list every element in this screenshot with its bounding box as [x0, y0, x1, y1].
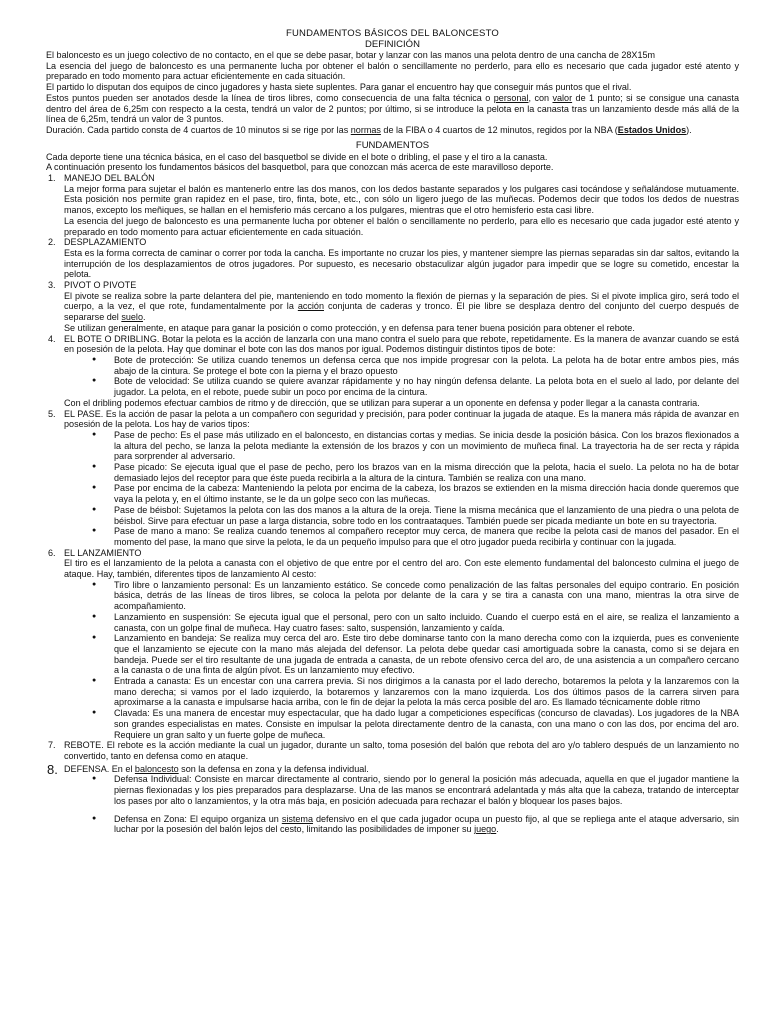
valor-link[interactable]: valor	[552, 92, 573, 103]
points-text-a: Estos puntos pueden ser anotados desde la línea de tiros libres, como consecuencia de una falta técnica o	[46, 92, 494, 103]
list-item: ● Defensa Individual: Consiste en marcar directamente al contrario, siendo por lo general la posición más adecuada, aquella en que el jugador mantiene la piernas flexionadas y los pies preparados para desplazarse. Una de las manos se encontrará adelantada y más alta que la cabeza, tratando de interceptar los pases por alto o lanzamientos, y la otra más baja, en posición adecuada para rechazar el balón y bloquear los pases bajos.	[114, 774, 739, 806]
section-paragraph	[64, 740, 739, 761]
section-paragraph	[64, 291, 739, 323]
list-item: ● Pase de béisbol: Sujetamos la pelota con las dos manos a la altura de la oreja. Tiene la misma mecánica que el lanzamiento de una piedra o una pelota de béisbol. Sirve para efectuar un pase a larga distancia, sobre todo en los contraataques. También puede ser picada mediante un bote en su trayectoria.	[114, 505, 739, 526]
section-number: 2.	[48, 237, 56, 248]
suelo-link[interactable]: suelo	[121, 312, 143, 323]
points-paragraph	[46, 93, 739, 125]
intro-paragraph-3: El partido lo disputan dos equipos de cinco jugadores y hasta siete suplentes. Para ganar el encuentro hay que conseguir más puntos que el rival.	[46, 82, 632, 93]
section-number: 6.	[48, 547, 56, 558]
duration-text-c: ).	[686, 124, 692, 135]
section-heading: EL LANZAMIENTO	[64, 547, 142, 558]
section-desplazamiento	[46, 237, 739, 280]
list-item: ● Pase de pecho: Es el pase más utilizado en el baloncesto, en distancias cortas y medias. Se inicia desde la posición básica. Con los brazos flexionados a la altura del pecho, se lanza la pelota mediante la extensión de los brazos y con un movimiento de muñeca final. La trayectoria ha de ser recta y rápida para sorprender al adversario.	[114, 430, 739, 462]
section-heading: REBOTE.	[64, 740, 104, 751]
duration-text-b: de la FIBA o 4 cuartos de 12 minutos, regidos por la NBA (	[380, 124, 618, 135]
section-number: 4.	[48, 333, 56, 344]
section-paragraph	[64, 409, 739, 430]
sistema-link[interactable]: sistema	[281, 813, 313, 824]
list-item: ● Tiro libre o lanzamiento personal: Es un lanzamiento estático. Se concede como penalización de las faltas personales del equipo contrario. En posición básica, detrás de las líneas de tiros libres, se coloca la pelota por delante de la cara y se tira a canasta con una mano, mientras la otra sirve de acompañamiento.	[114, 580, 739, 612]
list-item: ● Pase de mano a mano: Se realiza cuando tenemos al compañero receptor muy cerca, de manera que recibe la pelota casi de manos del pasador. En el momento del pase, la mano que sirve la pelota, le da un pequeño impulso para que el otro jugador pueda recibirla y continuar con la jugada.	[114, 526, 739, 547]
section-heading: EL PASE.	[64, 408, 104, 419]
list-item: ● Entrada a canasta: Es un encestar con una carrera previa. Si nos dirigimos a la canasta por el lado derecho, botaremos la pelota y la lanzaremos con la mano derecha; si vamos por el lado izquierdo, la botaremos y lanzaremos con la mano izquierda. Los dos últimos pasos de la carrera sirven para aproximarse a la canasta e impulsarse hacia arriba, con le fin de dejar la pelota la más cerca posible del aro. Es llamado técnicamente doble ritmo	[114, 676, 739, 708]
section-paragraph	[64, 764, 739, 775]
section-lanzamiento	[46, 548, 739, 741]
duration-paragraph	[46, 125, 739, 136]
pivot-text-a: El pivote se realiza sobre la parte delantera del pie, manteniendo en todo momento la flexión de piernas y la separación de pies. Si el pivote implica giro, será todo el cuerpo, a la vez, el que rote, fundamentalmente por la	[64, 290, 739, 312]
lanzamiento-types-list	[64, 580, 739, 741]
intro-paragraph-2: La esencia del juego de baloncesto es una permanente lucha por obtener el balón o sencillamente no perderlo, para ello es necesario que cada jugador esté atento y preparado en todo momento para actuar eficientemente en cada situación.	[46, 60, 739, 82]
list-item: ● Clavada: Es una manera de encestar muy espectacular, que ha dado lugar a competiciones específicas (concurso de clavadas). Los jugadores de la NBA son grandes especialistas en mates. Consiste en impulsar la pelota directamente dentro de la canasta, con una mano o con las dos, por encima del aro. Requiere un gran salto y un fuerte golpe de muñeca.	[114, 708, 739, 740]
accion-link[interactable]: acción	[297, 301, 324, 312]
zona-text-a: Defensa en Zona: El equipo organiza un	[114, 813, 282, 824]
section-heading: DESPLAZAMIENTO	[64, 237, 147, 248]
section-heading: DEFENSA.	[64, 763, 110, 774]
section-paragraph: Se utilizan generalmente, en ataque para ganar la posición o como protección, y en defensa para tener buena posición para obtener el rebote.	[64, 322, 635, 333]
points-text-b: , con	[528, 92, 553, 103]
list-item: ● Bote de protección: Se utiliza cuando tenemos un defensa cerca que nos impide progresar con la pelota. La pelota ha de botar entre ambos pies, más abajo de la cintura. Se protege el bote con la pierna y el brazo opuesto	[114, 355, 739, 376]
defensa-text-a: En el	[109, 763, 135, 774]
pivot-text-c: .	[142, 312, 146, 323]
section-defensa	[46, 761, 740, 835]
section-number: 5.	[48, 408, 56, 419]
fundamentos-heading: FUNDAMENTOS	[355, 139, 430, 151]
list-item: ● Lanzamiento en suspensión: Se ejecuta igual que el personal, pero con un salto incluido. Cuando el cuerpo está en el aire, se realiza el lanzamiento a canasta, con un golpe final de muñeca. Hay cuatro fases: salto, suspensión, lanzamiento y caída.	[114, 612, 739, 633]
section-bote	[46, 334, 739, 409]
section-number: 3.	[48, 280, 56, 291]
list-item: ● Bote de velocidad: Se utiliza cuando se quiere avanzar rápidamente y no hay ningún defensa delante. La pelota bota en el suelo al lado, por delante del jugador. La pelota, en el rebote, puede subir un poco por encima de la cintura.	[114, 376, 739, 397]
section-number: 1.	[48, 173, 56, 184]
personal-link[interactable]: personal	[493, 92, 529, 103]
section-number: 7.	[48, 740, 56, 751]
defensa-text-b: son la defensa en zona y la defensa individual.	[178, 763, 369, 774]
baloncesto-link[interactable]: baloncesto	[134, 763, 179, 774]
fundamentos-intro-2: A continuación presento los fundamentos básicos del basquetbol, para que conozcan más acerca de este maravilloso deporte.	[46, 162, 554, 173]
bote-text: Botar la pelota es la acción de lanzarla con una mano contra el suelo para que rebote, repetidamente. Es la manera de avanzar cuando se está en posesión de la pelota. Hay que dominar el bote con las dos manos por igual. Podemos distinguir distintos tipos de bote:	[64, 333, 739, 355]
zona-text-c: .	[496, 824, 499, 835]
pase-types-list	[64, 430, 739, 548]
section-rebote	[46, 740, 739, 761]
section-paragraph: Con el dribling podemos efectuar cambios de ritmo y de dirección, que se utilizan para superar a un oponente en defensa y poder llegar a la canasta contraria.	[64, 397, 700, 408]
section-manejo-balon	[46, 173, 739, 237]
section-pivot	[46, 280, 739, 334]
points-text-c: de 1 punto; si se consigue una canasta dentro del área de 6,25m con respecto a la cesta, tendrá un valor de 2 puntos; por último, si se introduce la pelota en la canasta tras un lanzamiento desde más allá de la línea de 6,25m, tendrá un valor de 3 puntos.	[46, 92, 739, 125]
document-title: FUNDAMENTOS BÁSICOS DEL BALONCESTO	[285, 28, 500, 39]
list-item: ● Pase picado: Se ejecuta igual que el pase de pecho, pero los brazos van en la misma dirección que la pelota, hacia el suelo. La pelota no ha de botar demasiado lejos del receptor para que éste pueda recibirla a la altura de la cintura. También se realiza con una mano.	[114, 462, 739, 483]
fundamentos-list	[46, 173, 739, 835]
section-paragraph: El tiro es el lanzamiento de la pelota a canasta con el objetivo de que entre por el centro del aro. Con este elemento fundamental del baloncesto culmina el juego de ataque. Hay, también, diferentes tipos de lanzamiento Al cesto:	[64, 558, 739, 580]
zona-text-b: defensivo en el que cada jugador ocupa un puesto fijo, al que se repliega ante el ataque adversario, sin luchar por la posesión del balón lejos del cesto, limitando las posibilidades de imponer su	[114, 813, 740, 835]
section-paragraph: La esencia del juego de baloncesto es una permanente lucha por obtener el balón o sencillamente no perderlo, para ello es necesario que cada jugador esté atento y preparado en todo momento para actuar eficientemente en cada situación.	[64, 215, 739, 237]
defensa-types-list	[64, 774, 739, 835]
juego-link[interactable]: juego	[474, 824, 497, 835]
normas-link[interactable]: normas	[350, 124, 381, 135]
section-number: 8.	[47, 761, 58, 777]
pase-text: Es la acción de pasar la pelota a un compañero con seguridad y precisión, para poder continuar la jugada de ataque. Es la manera más rápida de avanzar en posesión de la pelota. Los hay de varios tipos:	[64, 408, 739, 430]
bote-types-list	[64, 355, 739, 398]
section-paragraph	[64, 334, 739, 355]
fundamentos-intro-1: Cada deporte tiene una técnica básica, en el caso del basquetbol se divide en el bote o dribling, el pase y el tiro a la canasta.	[46, 151, 548, 162]
section-heading: PIVOT O PIVOTE	[64, 280, 137, 291]
list-item	[114, 814, 739, 835]
list-item: ● Lanzamiento en bandeja: Se realiza muy cerca del aro. Este tiro debe dominarse tanto con la mano derecha como con la izquierda, pues es conveniente que el lanzamiento se ejecute con la mano más alejada del defensor. La pelota debe quedar casi amortiguada sobre la canasta, como si se dejara en bandeja. Puede ser el tiro resultante de una jugada de entrada a canasta, de un rebote ofensivo cerca del aro, de una asistencia a un compañero cercano a la canasta o de una finta de algún pívot. Es un lanzamiento muy efectivo.	[114, 633, 739, 676]
estados-unidos-link[interactable]: Estados Unidos	[617, 124, 687, 135]
definition-heading: DEFINICIÓN	[365, 39, 420, 50]
section-heading: EL BOTE O DRIBLING.	[64, 333, 160, 344]
section-paragraph: Esta es la forma correcta de caminar o correr por toda la cancha. Es importante no cruzar los pies, y mantener siempre las piernas separadas sin dar saltos, evitando la interrupción de los desplazamientos de otros jugadores. Por supuesto, es necesario obstaculizar algún jugador para impedir que se logre su cometido, encestar la pelota.	[64, 247, 739, 280]
list-item: ● Pase por encima de la cabeza: Manteniendo la pelota por encima de la cabeza, los brazos se extienden en la misma dirección hacia donde queremos que vaya la pelota y, en el último instante, se le da un golpe seco con las muñecas.	[114, 483, 739, 504]
section-heading: MANEJO DEL BALÓN	[64, 173, 155, 184]
section-pase	[46, 409, 739, 548]
rebote-text: El rebote es la acción mediante la cual un jugador, durante un salto, toma posesión del balón que rebota del aro y/o tablero después de un lanzamiento no convertido, tanto en defensa como en ataque.	[64, 740, 739, 761]
pivot-text-b: conjunta de caderas y tronco. El pie libre se desplaza dentro del conjunto del cuerpo después de separarse del	[64, 301, 739, 323]
section-paragraph: La mejor forma para sujetar el balón es mantenerlo entre las dos manos, con los dedos bastante separados y los pulgares casi tocándose y señalándose mutuamente. Esta posición nos permite gran rapidez en el pase, tiro, finta, bote, etc., con sólo un ligero juego de las muñecas. Podemos decir que todos los dedos de nuestras manos, excepto los meñiques, se hallan en el hemisferio más cercano a los pulgares, mientras que el otro hemisferio esta casi libre.	[64, 183, 739, 216]
intro-paragraph-1: El baloncesto es un juego colectivo de no contacto, en el que se debe pasar, botar y lanzar con las manos una pelota dentro de una cancha de 28X15m	[46, 50, 656, 60]
duration-text-a: Duración. Cada partido consta de 4 cuartos de 10 minutos si se rige por las	[46, 124, 351, 135]
